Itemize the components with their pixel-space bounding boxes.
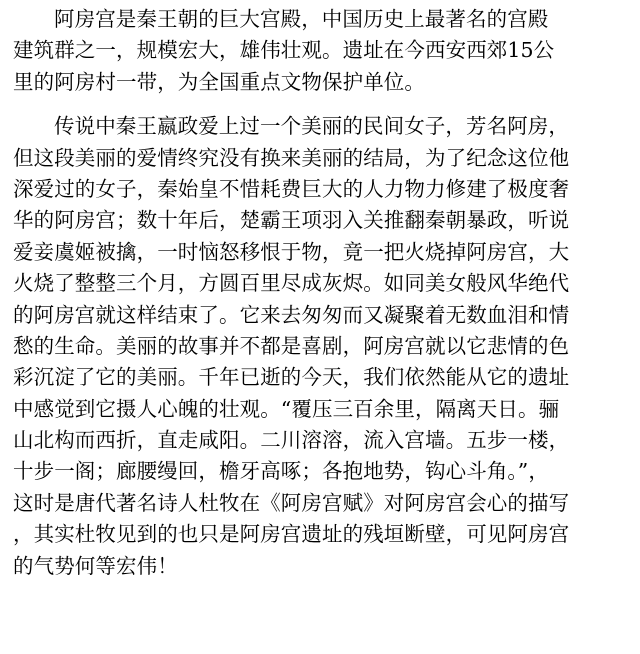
text-line: 彩沉淀了它的美丽。千年已逝的今天，我们依然能从它的遗址 — [13, 365, 570, 390]
text-line: 深爱过的女子，秦始皇不惜耗费巨大的人力物力修建了极度奢 — [13, 176, 570, 201]
text-line: 火烧了整整三个月，方圆百里尽成灰烬。如同美女般风华绝代 — [13, 271, 570, 296]
text-line: 但这段美丽的爱情终究没有换来美丽的结局，为了纪念这位他 — [13, 145, 570, 170]
document-body — [13, 4, 633, 582]
text-line: 里的阿房村一带，为全国重点文物保护单位。 — [13, 69, 425, 94]
text-line: 山北构而西折，直走咸阳。二川溶溶，流入宫墙。五步一楼， — [13, 428, 570, 453]
text-line: 爱妾虞姬被擒，一时恼怒移恨于物，竟一把火烧掉阿房宫，大 — [13, 239, 570, 264]
text-line: 的气势何等宏伟！ — [13, 553, 178, 578]
text-line: 愁的生命。美丽的故事并不都是喜剧，阿房宫就以它悲情的色 — [13, 333, 570, 358]
text-line: 阿房宫是秦王朝的巨大宫殿，中国历史上最著名的宫殿 — [54, 7, 549, 31]
text-line: 中感觉到它摄人心魄的壮观。“覆压三百余里，隔离天日。骊 — [13, 396, 560, 421]
paragraph-2 — [13, 111, 633, 582]
paragraph-1 — [13, 4, 633, 98]
text-line: 这时是唐代著名诗人杜牧在《阿房宫赋》对阿房宫会心的描写 — [13, 490, 570, 515]
text-line: 建筑群之一，规模宏大，雄伟壮观。遗址在今西安西郊15公 — [13, 38, 555, 63]
text-line: 的阿房宫就这样结束了。它来去匆匆而又凝聚着无数血泪和情 — [13, 302, 570, 327]
text-line: 传说中秦王嬴政爱上过一个美丽的民间女子，芳名阿房， — [54, 114, 569, 139]
text-line: ，其实杜牧见到的也只是阿房宫遗址的残垣断壁，可见阿房宫 — [13, 522, 570, 547]
text-line: 十步一阁；廊腰缦回，檐牙高啄；各抱地势，钩心斗角。”， — [13, 459, 549, 484]
text-line: 华的阿房宫；数十年后，楚霸王项羽入关推翻秦朝暴政，听说 — [13, 208, 570, 233]
